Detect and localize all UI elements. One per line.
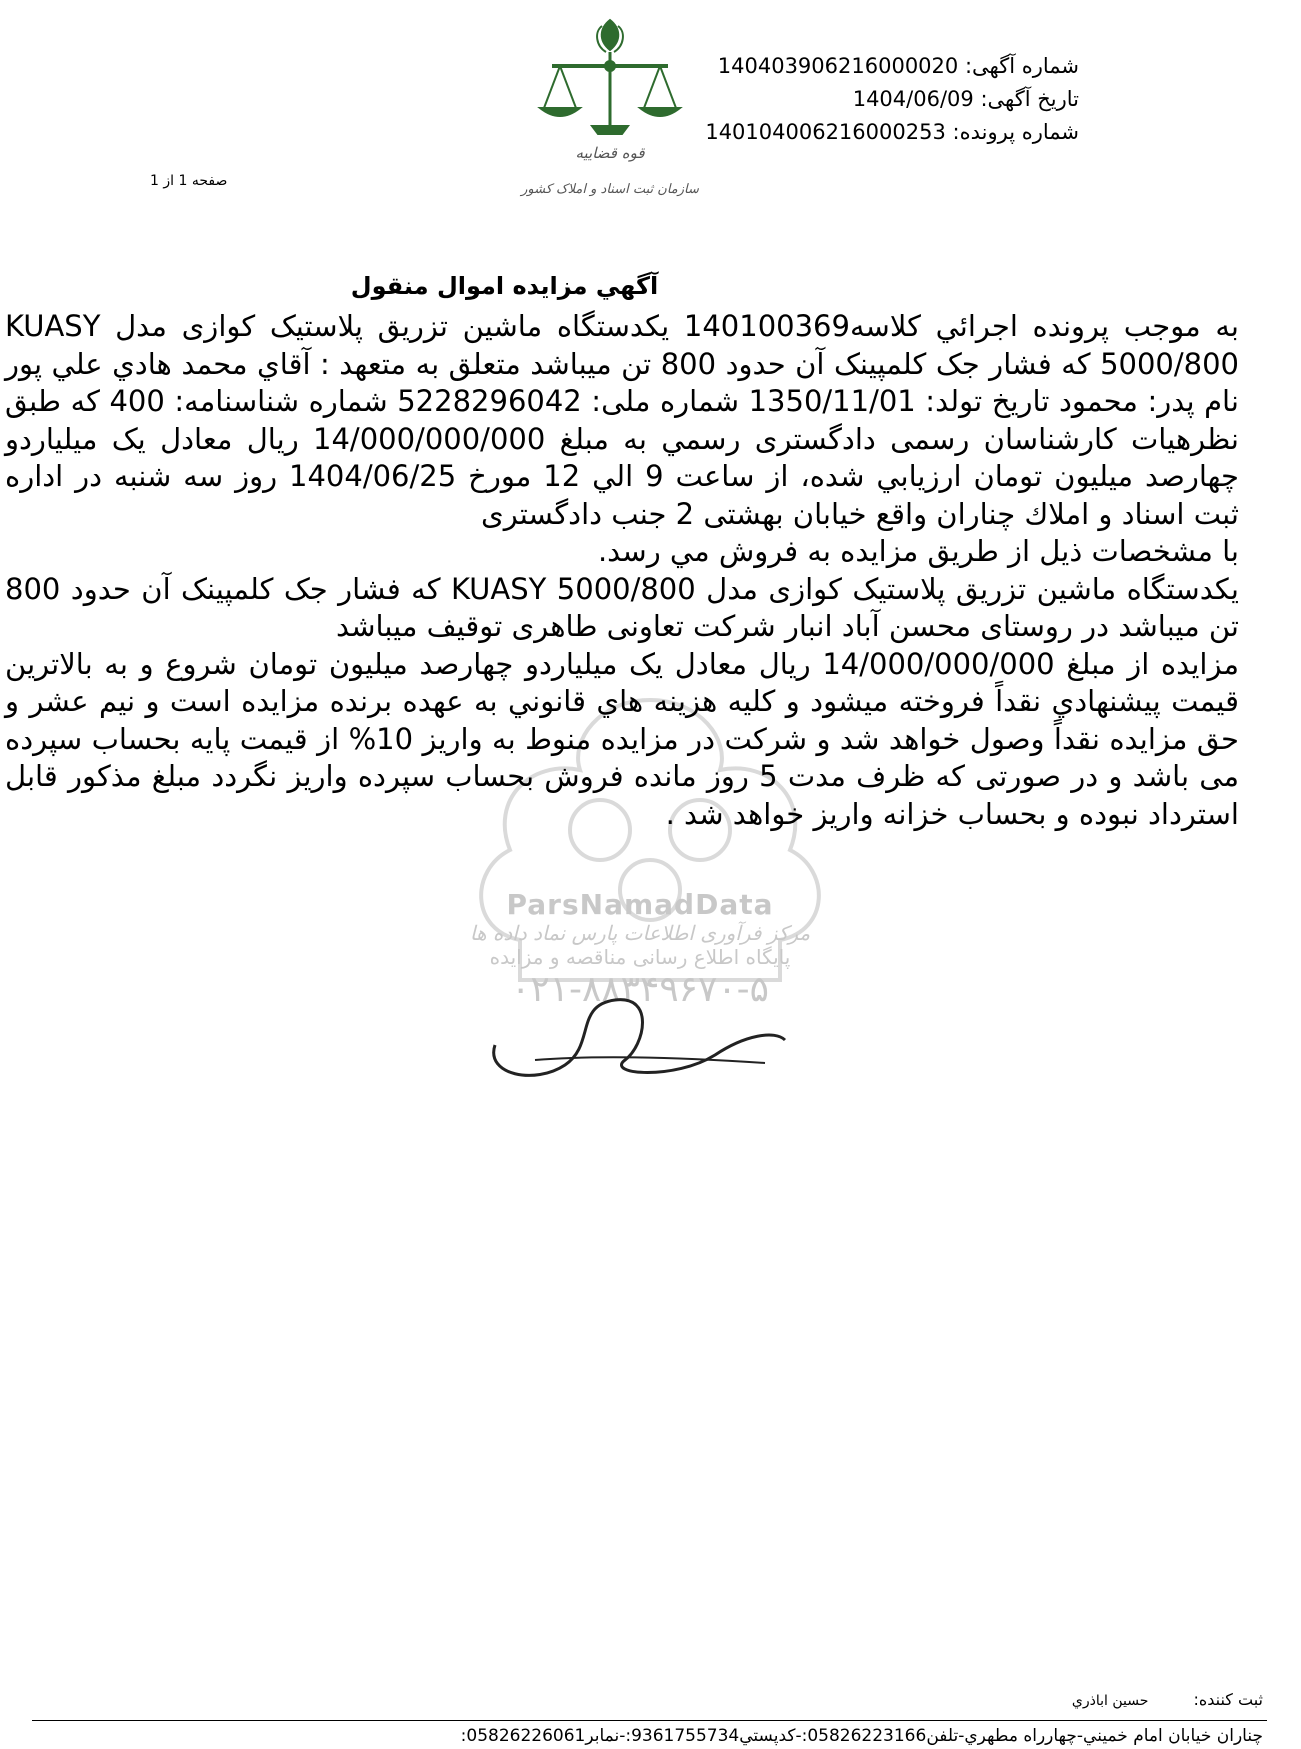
notice-number: 140403906216000020 — [717, 54, 959, 78]
watermark-phone: ۰۲۱-۸۸۳۴۹۶۷۰-۵ — [510, 969, 769, 1010]
notice-number-row — [659, 50, 1079, 83]
watermark-subtitle-2: پایگاه اطلاع رسانی مناقصه و مزایده — [489, 945, 791, 969]
file-number-label: شماره پرونده: — [952, 120, 1079, 144]
notice-date-row — [659, 83, 1079, 116]
registrar — [1072, 1690, 1263, 1709]
file-number-row — [659, 116, 1079, 149]
notice-body — [5, 308, 1239, 833]
judiciary-emblem-icon — [521, 8, 699, 223]
document-title: آگهي مزايده اموال منقول — [350, 272, 659, 300]
registrar-name: حسين اباذري — [1071, 1693, 1149, 1709]
notice-date: 1404/06/09 — [852, 87, 974, 111]
watermark-brand: ParsNamadData — [506, 888, 774, 921]
notice-date-label: تاریخ آگهی: — [980, 87, 1079, 111]
page-count: صفحه 1 از 1 — [150, 173, 228, 189]
watermark-subtitle: مرکز فرآوری اطلاعات پارس نماد داده ها — [469, 921, 811, 945]
office-address: چناران خيابان امام خميني-چهارراه مطهري-تلفن05826223166:-كدپستي9361755734:-نمابر05826226061: — [460, 1726, 1263, 1746]
body-paragraph-3: یکدستگاه ماشين تزريق پلاستيک کوازی مدل KUASY 5000/800 که فشار جک کلمپینک آن حدود 800 تن میباشد در روستای محسن آباد انبار شرکت تعاونی طاهری توقیف میباشد — [5, 571, 1239, 643]
body-paragraph-2: با مشخصات ذيل از طريق مزايده به فروش مي رسد. — [597, 534, 1239, 568]
notice-number-label: شماره آگهی: — [964, 54, 1079, 78]
file-number: 140104006216000253 — [705, 120, 946, 144]
footer-divider — [32, 1720, 1267, 1721]
body-paragraph-4: مزايده از مبلغ 14/000/000/000 ريال معادل یک میلیاردو چهارصد میلیون تومان شروع و به بالاترين قيمت پيشنهادي نقداً فروخته ميشود و كليه هزينه هاي قانوني به عهده برنده مزايده است و نيم عشر و حق مزايده نقداً وصول خواهد شد و شرکت در مزایده منوط به واریز 10% از قیمت پایه بحساب سپرده می باشد و در صورتی که ظرف مدت 5 روز مانده فروش بحساب سپرده واریز نگردد مبلغ مذکور قابل استرداد نبوده و بحساب خزانه واریز خواهد شد . — [5, 646, 1239, 831]
emblem-line2: سازمان ثبت اسناد و املاک کشور — [521, 182, 699, 197]
body-paragraph-1: به موجب پرونده اجرائي كلاسه140100369 يكدستگاه ماشين تزريق پلاستيک کوازی مدل KUASY 5000/800 که فشار جک کلمپینک آن حدود 800 تن میباشد متعلق به متعهد : آقاي محمد هادي علي پور نام پدر: محمود تاريخ تولد: 1350/11/01 شماره ملی: 5228296042 شماره شناسنامه: 400 كه طبق نظرهيات كارشناسان رسمی دادگستری رسمي به مبلغ 14/000/000/000 ريال معادل یک میلیاردو چهارصد میلیون تومان ارزيابي شده، از ساعت 9 الي 12 مورخ 1404/06/25 روز سه شنبه در اداره ثبت اسناد و املاك چناران واقع خیابان بهشتی 2 جنب دادگستری — [5, 309, 1240, 531]
notice-header — [659, 50, 1079, 149]
registrar-label: ثبت كننده: — [1193, 1690, 1263, 1709]
emblem-line1: قوه قضاییه — [575, 144, 645, 162]
signature-icon — [475, 985, 795, 1095]
